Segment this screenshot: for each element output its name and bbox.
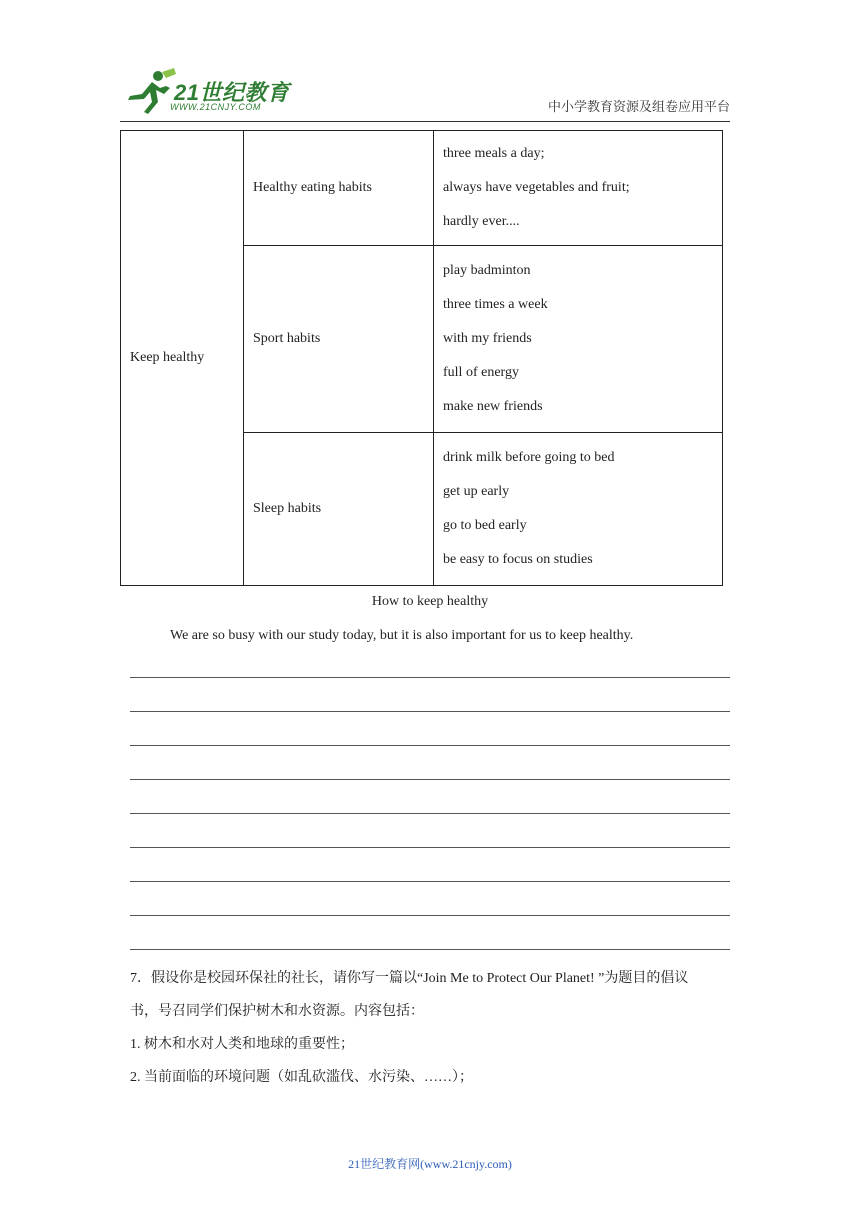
category-cell: Healthy eating habits [244,131,434,246]
writing-line [130,745,730,746]
detail-item: with my friends [443,331,532,346]
detail-item: get up early [443,484,510,499]
category-cell: Sport habits [244,246,434,433]
table-row [121,131,723,246]
detail-item: hardly ever.... [443,214,520,229]
logo [122,66,292,118]
details-cell [434,131,723,246]
essay-intro: We are so busy with our study today, but it is also important for us to keep healthy. [170,628,634,643]
question-text: 7．假设你是校园环保社的社长，请你写一篇以“Join Me to Protect Our Planet! ”为题目的倡议 [130,971,689,986]
question-text: 书，号召同学们保护树木和水资源。内容包括： [130,1004,424,1019]
detail-item: three meals a day; [443,146,545,161]
question-item: 1. 树木和水对人类和地球的重要性； [130,1037,354,1052]
topic-cell: Keep healthy [121,131,244,586]
writing-line [130,949,730,950]
writing-line [130,881,730,882]
detail-item: three times a week [443,297,548,312]
detail-item: go to bed early [443,518,527,533]
footer: 21世纪教育网(www.21cnjy.com) [348,1157,512,1171]
category-cell: Sleep habits [244,433,434,586]
detail-item: make new friends [443,399,543,414]
writing-line [130,847,730,848]
detail-item: be easy to focus on studies [443,552,593,567]
question-item: 2. 当前面临的环境问题（如乱砍滥伐、水污染、……）； [130,1070,473,1085]
page-header [0,0,860,125]
writing-line [130,677,730,678]
essay-title: How to keep healthy [371,594,489,609]
detail-item: full of energy [443,365,519,380]
writing-line [130,711,730,712]
header-rule [120,121,730,122]
detail-item: play badminton [443,263,531,278]
logo-subtext: WWW.21CNJY.COM [170,102,261,112]
platform-label: 中小学教育资源及组卷应用平台 [547,100,730,115]
writing-line [130,915,730,916]
writing-line [130,813,730,814]
details-cell [434,246,723,433]
question-7 [130,962,740,1094]
detail-item: always have vegetables and fruit; [443,180,630,195]
habits-table [120,130,723,586]
detail-item: drink milk before going to bed [443,450,615,465]
details-cell [434,433,723,586]
writing-line [130,779,730,780]
logo-text: 21世纪教育 [174,80,290,105]
